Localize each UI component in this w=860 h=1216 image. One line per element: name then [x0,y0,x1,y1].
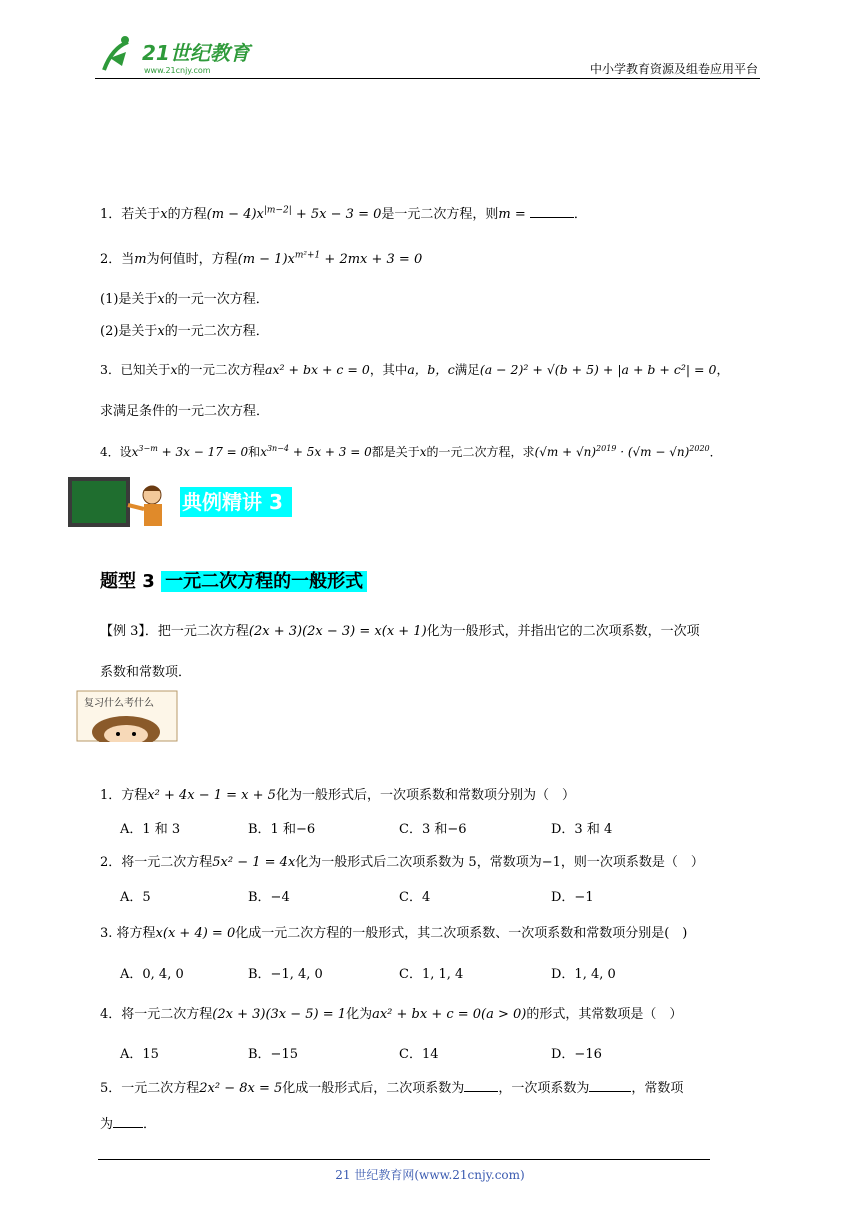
answer-blank[interactable] [530,217,574,218]
exercise-1-option-c[interactable]: C．3 和−6 [399,822,467,837]
exercise-3-option-d[interactable]: D．1, 4, 0 [551,967,616,982]
svg-text:21世纪教育: 21世纪教育 [142,41,250,65]
answer-blank-constant[interactable] [113,1127,143,1128]
example-line-1: 【例 3】．把一元二次方程(2x + 3)(2x − 3) = x(x + 1)化为一般形式，并指出它的二次项系数，一次项 [100,624,700,639]
exercise-2-option-b[interactable]: B．−4 [248,890,290,905]
practice-question-2a: (1)是关于x的一元一次方程． [100,292,269,307]
answer-blank-quadratic[interactable] [464,1091,498,1092]
exercise-4-option-d[interactable]: D．−16 [551,1047,602,1062]
footer-source: 21 世纪教育网(www.21cnjy.com) [335,1168,525,1182]
practice-question-2b: (2)是关于x的一元二次方程． [100,324,269,339]
exercise-3-option-b[interactable]: B．−1, 4, 0 [248,967,323,982]
practice-question-3-cont: 求满足条件的一元二次方程． [100,404,270,419]
exercise-1-option-a[interactable]: A．1 和 3 [120,822,181,837]
exercise-5-stem: 5．一元二次方程2x² − 8x = 5化成一般形式后，二次项系数为 ，一次项系数为 ，常数项 [100,1081,684,1096]
review-illustration [76,690,178,742]
section-title-highlight: 一元二次方程的一般形式 [161,571,367,592]
exercise-2-option-c[interactable]: C．4 [399,890,431,905]
exercise-4-option-a[interactable]: A．15 [120,1047,159,1062]
exercise-5-cont: 为 ． [100,1117,157,1132]
footer-divider [98,1159,710,1160]
exercise-1-option-b[interactable]: B．1 和−6 [248,822,316,837]
practice-question-1: 1．若关于x的方程$(m - 4)x^{|m-2|} + 5x - 3 = 0$是一元二次方程，则m = ． [100,205,587,222]
svg-text:www.21cnjy.com: www.21cnjy.com [144,66,211,75]
teacher-blackboard-illustration [66,475,178,530]
exercise-4-option-c[interactable]: C．14 [399,1047,439,1062]
exercise-3-option-a[interactable]: A．0, 4, 0 [120,967,184,982]
exercise-1-stem: 1．方程x² + 4x − 1 = x + 5化为一般形式后，一次项系数和常数项分别为（ ） [100,788,575,803]
practice-question-4: 4．设$x^{3-m} + 3x - 17 = 0$和$x^{3n-4} + 5x + 3 = 0$都是关于x的一元二次方程，求$(√m + √n)^{2019} \cdot (√m - √n)^{2020}$． [100,444,722,459]
banner-title: 典例精讲 3 [180,487,292,517]
exercise-3-option-c[interactable]: C．1, 1, 4 [399,967,464,982]
section-title: 题型 3 一元二次方程的一般形式 [100,567,367,593]
example-line-2: 系数和常数项． [100,665,192,680]
platform-name: 中小学教育资源及组卷应用平台 [589,62,758,76]
exercise-2-option-d[interactable]: D．−1 [551,890,594,905]
svg-text:复习什么考什么: 复习什么考什么 [84,698,154,709]
exercise-4-stem: 4．将一元二次方程(2x + 3)(3x − 5) = 1化为ax² + bx + c = 0(a > 0)的形式，其常数项是（ ） [100,1007,683,1022]
exercise-3-stem: 3. 将方程x(x + 4) = 0化成一元二次方程的一般形式，其二次项系数、一次项系数和常数项分别是( ) [100,926,688,941]
exercise-1-option-d[interactable]: D．3 和 4 [551,822,613,837]
practice-question-2: 2．当m为何值时，方程$(m - 1)x^{m^2+1} + 2mx + 3 = 0$ [100,250,423,267]
header-divider [95,78,760,79]
practice-question-3: 3．已知关于x的一元二次方程ax² + bx + c = 0，其中a，b，c满足(a − 2)² + √(b + 5) + |a + b + c²| = 0， [100,362,729,377]
exercise-2-option-a[interactable]: A．5 [120,890,151,905]
exercise-2-stem: 2．将一元二次方程5x² − 1 = 4x化为一般形式后二次项系数为 5，常数项为−1，则一次项系数是（ ） [100,855,704,870]
exercise-4-option-b[interactable]: B．−15 [248,1047,298,1062]
logo [92,30,262,80]
answer-blank-linear[interactable] [589,1091,631,1092]
